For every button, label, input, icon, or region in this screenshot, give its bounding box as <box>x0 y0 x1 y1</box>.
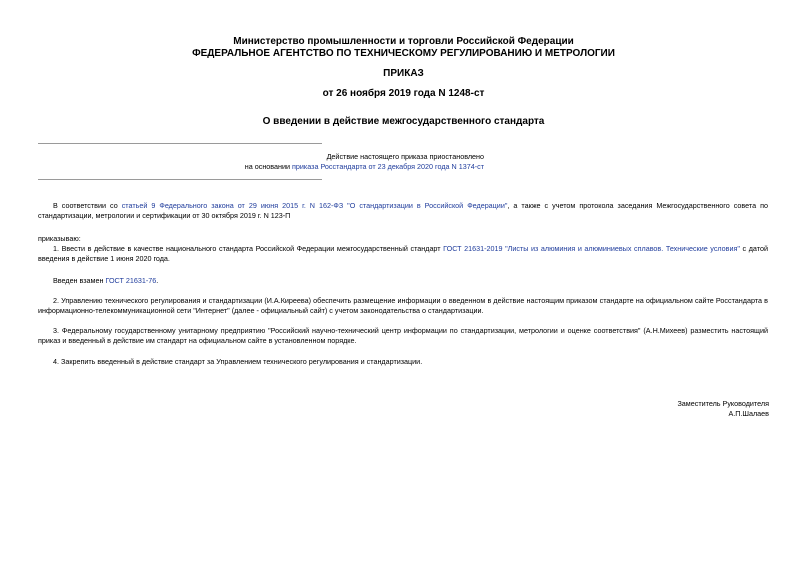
replacement-suffix: . <box>156 276 159 285</box>
item-3-paragraph: 3. Федеральному государственному унитарному предприятию "Российский научно-технический центр информации по стандартизации, метрологии и оценке соответствия" (А.Н.Михеев) разместить настоящий приказ и введенный в действие им стандарт на официальном сайте в установленном порядке. <box>38 326 768 345</box>
preamble-paragraph <box>38 201 768 221</box>
item-2-paragraph: 2. Управлению технического регулирования и стандартизации (И.А.Киреева) обеспечить размещение информации о введенном в действие настоящим приказом стандарте на официальном сайте Росстандарта в информационно-телекоммуникационной сети "Интернет" (далее - официальный сайт) с учетом законодательства о стандартизации. <box>38 296 768 315</box>
preamble-text-1: В соответствии со <box>53 201 122 210</box>
notice-line-2 <box>38 162 484 172</box>
signatory-name: А.П.Шалаев <box>728 409 769 418</box>
doc-title: О введении в действие межгосударственного стандарта <box>262 116 545 127</box>
federal-law-link[interactable]: статьей 9 Федерального закона от 29 июня 2015 г. N 162-ФЗ "О стандартизации в Российской Федерации" <box>121 201 508 210</box>
notice-prefix: на основании <box>244 162 293 171</box>
item-1-text-1: 1. Ввести в действие в качестве национального стандарта Российской Федерации межгосударственный стандарт <box>53 244 444 253</box>
preamble-text-2: , а также с учетом протокола заседания Межгосударственного совета по стандартизации, метрологии и сертификации от 30 октября 2019 г. N 123-П <box>38 201 768 220</box>
item-4-paragraph: 4. Закрепить введенный в действие стандарт за Управлением технического регулирования и стандартизации. <box>53 357 423 366</box>
notice-top-rule <box>38 143 322 144</box>
order-word: приказываю: <box>38 234 81 243</box>
gost-76-link[interactable]: ГОСТ 21631-76 <box>105 276 157 285</box>
suspension-notice <box>38 152 484 172</box>
doc-date: от 26 ноября 2019 года N 1248-ст <box>322 88 485 99</box>
signatory-position: Заместитель Руководителя <box>677 399 769 408</box>
ministry-name: Министерство промышленности и торговли Российской Федерации <box>233 36 574 47</box>
replacement-paragraph <box>38 276 768 286</box>
item-1-paragraph <box>38 244 768 264</box>
item-1-text-2: с датой введения в действие 1 июня 2020 года. <box>38 244 768 263</box>
notice-bottom-rule <box>38 179 322 180</box>
notice-line-1: Действие настоящего приказа приостановлено <box>326 152 484 161</box>
signature-block <box>677 399 769 419</box>
replacement-text: Введен взамен <box>53 276 106 285</box>
gost-2019-link[interactable]: ГОСТ 21631-2019 "Листы из алюминия и алюминиевых сплавов. Технические условия" <box>443 244 740 253</box>
agency-name: ФЕДЕРАЛЬНОЕ АГЕНТСТВО ПО ТЕХНИЧЕСКОМУ РЕГУЛИРОВАНИЮ И МЕТРОЛОГИИ <box>192 48 615 59</box>
suspension-order-link[interactable]: приказа Росстандарта от 23 декабря 2020 года N 1374-ст <box>292 162 484 171</box>
doc-type: ПРИКАЗ <box>383 68 424 79</box>
